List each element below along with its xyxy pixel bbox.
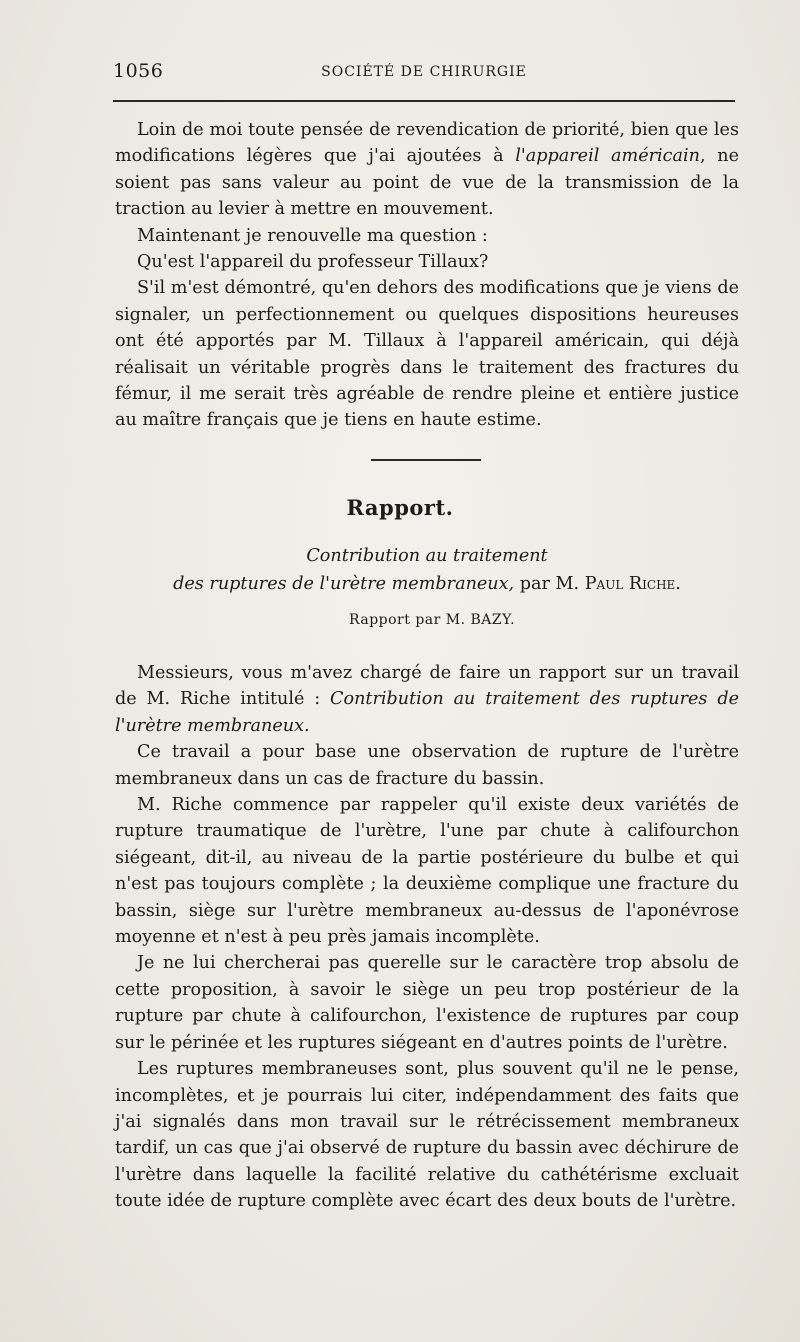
- report-byline: Rapport par M. BAZY.: [348, 612, 516, 628]
- report-subtitle-line2: [115, 570, 739, 598]
- paragraph: S'il m'est démontré, qu'en dehors des modifications que je viens de signaler, un perfectionnement ou quelques dispositions heureuses ont été apportés par M. Tillaux à l'appareil américain, qui déjà réalisait un véritable progrès dans le traitement des fractures du fémur, il me serait très agréable de rendre pleine et entière justice au maître français que je tiens en haute estime.: [115, 278, 739, 431]
- page-header: [113, 60, 735, 90]
- paragraph: [115, 117, 739, 223]
- paragraph: Maintenant je renouvelle ma question :: [137, 225, 488, 246]
- running-head: SOCIÉTÉ DE CHIRURGIE: [321, 64, 527, 80]
- italic-phrase: l'appareil américain: [515, 146, 700, 167]
- paragraph-text: Messieurs, vous m'avez chargé de faire un rapport sur un travail de M. Riche intitulé :: [115, 663, 739, 710]
- paragraph: Qu'est l'appareil du professeur Tillaux?: [137, 252, 489, 273]
- paragraph: Les ruptures membraneuses sont, plus souvent qu'il ne le pense, incomplètes, et je pourrais lui citer, indépendamment des faits que j'ai signalés dans mon travail sur le rétrécissement membraneux tardif, un cas que j'ai observé de rupture du bassin avec déchirure de l'urètre dans laquelle la facilité relative du cathétérisme excluait toute idée de rupture complète avec écart des deux bouts de l'urètre.: [115, 1059, 739, 1212]
- paragraph-text: , ne soient pas sans valeur au point de vue de la transmission de la traction au levier à mettre en mouvement.: [115, 146, 739, 220]
- section-title: Rapport.: [346, 495, 454, 520]
- subtitle-italic: des ruptures de l'urètre membraneux,: [173, 574, 515, 594]
- closing-text-block: [115, 117, 739, 434]
- paragraph: Ce travail a pour base une observation de rupture de l'urètre membraneux dans un cas de fracture du bassin.: [115, 742, 739, 789]
- report-subtitle-line1: Contribution au traitement: [306, 546, 548, 566]
- paragraph-text: Loin de moi toute pensée de revendication de priorité, bien que les modifications légères que j'ai ajoutées à: [115, 120, 739, 167]
- header-rule: [113, 100, 735, 102]
- paragraph: Je ne lui chercherai pas querelle sur le caractère trop absolu de cette proposition, à savoir le siège un peu trop postérieur de la rupture par chute à califourchon, l'existence de ruptures par coup sur le périnée et les ruptures siégeant en d'autres points de l'urètre.: [115, 953, 739, 1053]
- page-number: 1056: [113, 60, 164, 82]
- section-separator: [371, 459, 481, 461]
- paragraph: M. Riche commence par rappeler qu'il existe deux variétés de rupture traumatique de l'urètre, l'une par chute à califourchon siégeant, dit-il, au niveau de la partie postérieure du bulbe et qui n'est pas toujours complète ; la deuxième complique une fracture du bassin, siège sur l'urètre membraneux au-dessus de l'aponévrose moyenne et n'est à peu près jamais incomplète.: [115, 795, 739, 948]
- paragraph: [115, 660, 739, 739]
- italic-title: Contribution au traitement des ruptures de l'urètre membraneux.: [115, 689, 739, 736]
- subtitle-by: par M.: [519, 574, 580, 594]
- report-body: [115, 660, 739, 1215]
- subtitle-author: Paul Riche.: [584, 574, 681, 594]
